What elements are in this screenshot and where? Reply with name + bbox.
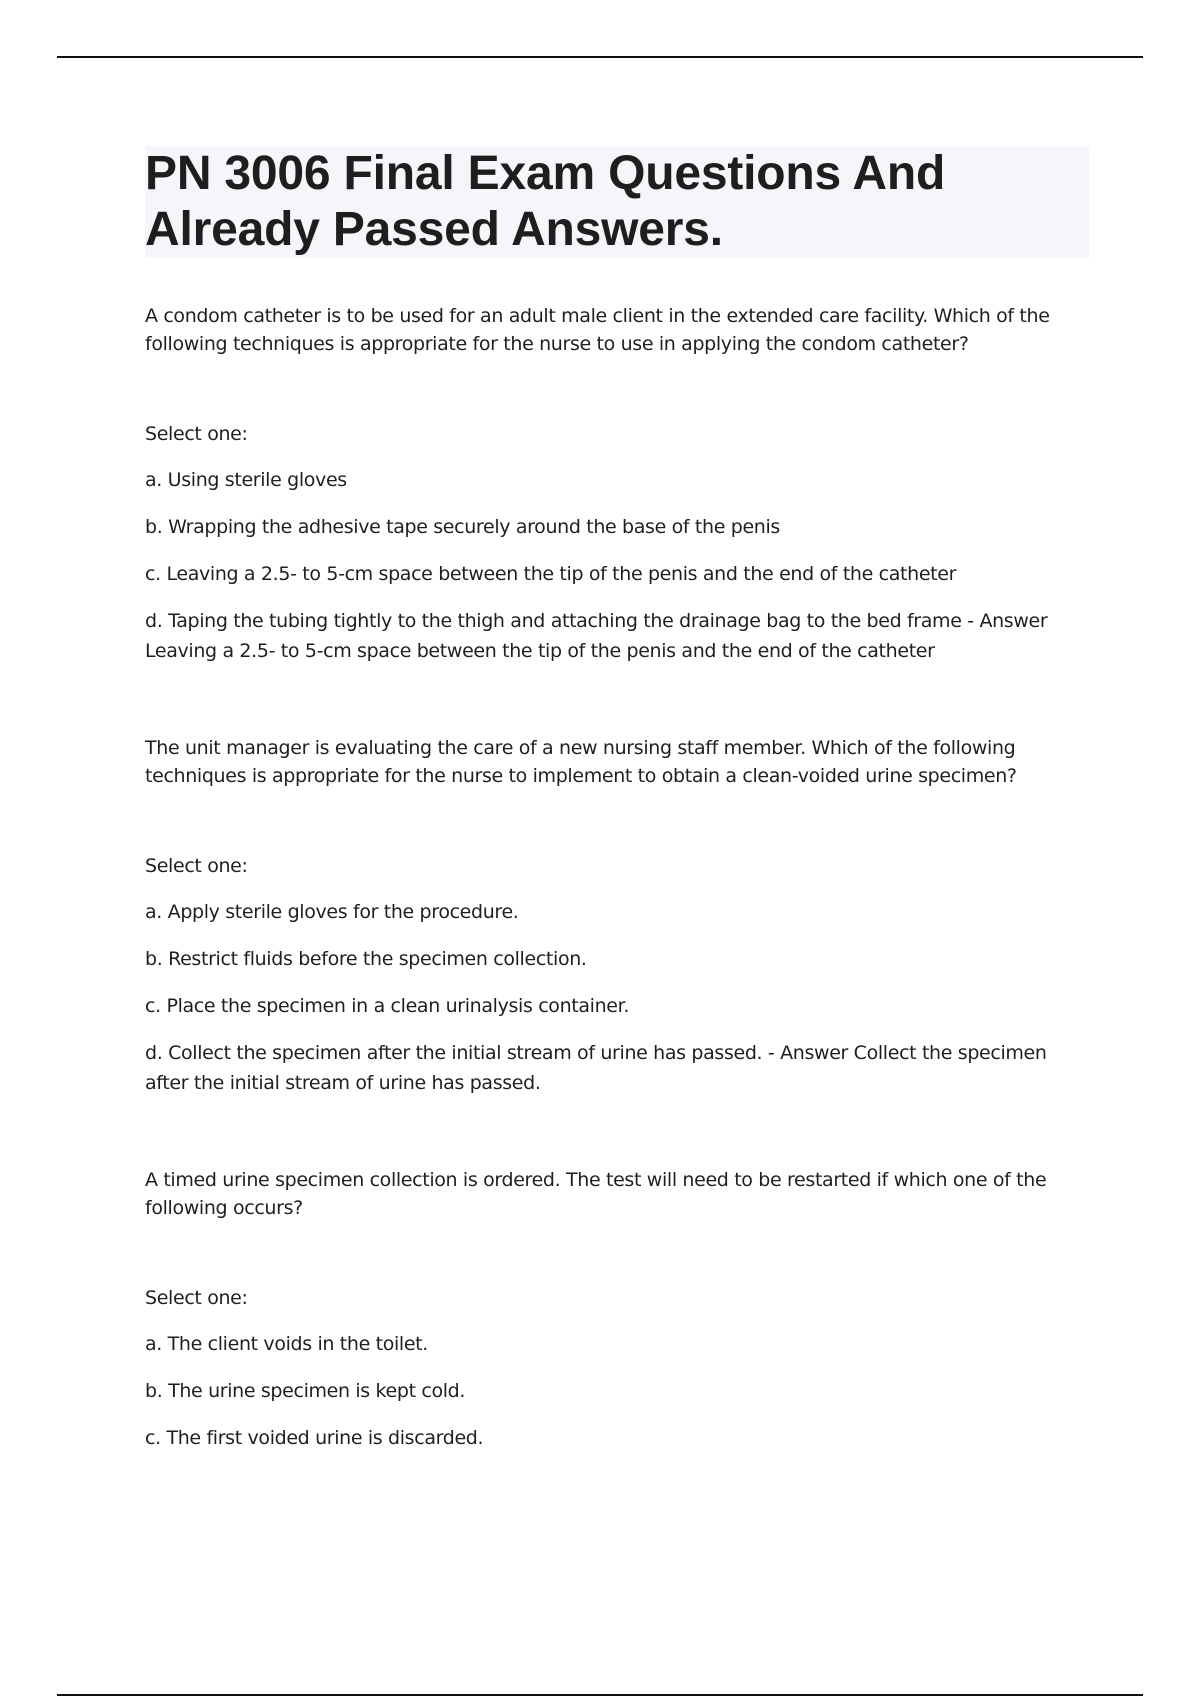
option-b: b. Wrapping the adhesive tape securely around the base of the penis	[145, 516, 780, 538]
question-3	[145, 1166, 1089, 1453]
title-banner	[145, 146, 1089, 258]
select-one-label: Select one:	[145, 855, 248, 877]
option-d: d. Taping the tubing tightly to the thigh and attaching the drainage bag to the bed frame - Answer Leaving a 2.5- to 5-cm space between the tip of the penis and the end of the catheter	[145, 610, 1048, 662]
option-a: a. Apply sterile gloves for the procedure.	[145, 901, 519, 923]
option-c: c. Place the specimen in a clean urinalysis container.	[145, 995, 630, 1017]
top-rule	[57, 56, 1143, 58]
question-1	[145, 302, 1089, 666]
question-stem: A timed urine specimen collection is ordered. The test will need to be restarted if which one of the following occurs?	[145, 1169, 1047, 1219]
option-d: d. Collect the specimen after the initial stream of urine has passed. - Answer Collect the specimen after the initial stream of urine has passed.	[145, 1042, 1047, 1094]
option-c: c. Leaving a 2.5- to 5-cm space between the tip of the penis and the end of the catheter	[145, 563, 957, 585]
question-2	[145, 734, 1089, 1098]
option-a: a. The client voids in the toilet.	[145, 1333, 428, 1355]
document-body	[145, 146, 1089, 1453]
option-b: b. The urine specimen is kept cold.	[145, 1380, 466, 1402]
option-b: b. Restrict fluids before the specimen collection.	[145, 948, 587, 970]
option-a: a. Using sterile gloves	[145, 469, 347, 491]
question-stem: The unit manager is evaluating the care of a new nursing staff member. Which of the following techniques is appropriate for the nurse to implement to obtain a clean-voided urine specimen?	[145, 737, 1017, 787]
document-title: PN 3006 Final Exam Questions And Already Passed Answers.	[145, 147, 946, 256]
question-stem: A condom catheter is to be used for an adult male client in the extended care facility. Which of the following techniques is appropriate for the nurse to use in applying the condom catheter?	[145, 305, 1050, 355]
select-one-label: Select one:	[145, 1287, 248, 1309]
option-c: c. The first voided urine is discarded.	[145, 1427, 484, 1449]
select-one-label: Select one:	[145, 423, 248, 445]
bottom-rule	[57, 1694, 1143, 1696]
